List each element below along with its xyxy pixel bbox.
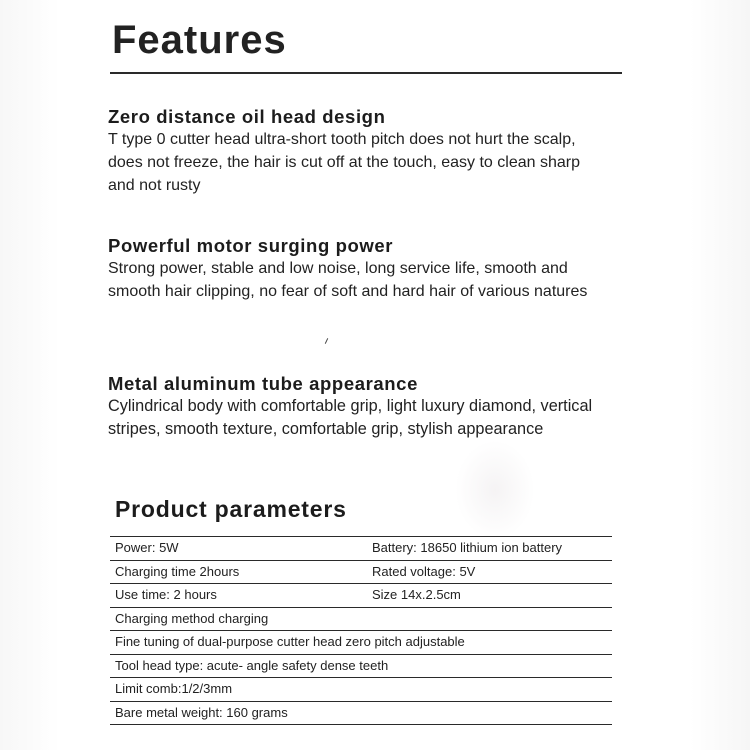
feature-heading: Powerful motor surging power xyxy=(108,235,394,256)
feature-text-line: does not freeze, the hair is cut off at the touch, easy to clean sharp xyxy=(108,154,580,171)
page-title: Features xyxy=(112,18,287,62)
parameter-row xyxy=(110,654,612,678)
parameter-row xyxy=(110,677,612,701)
background-watermark xyxy=(455,440,535,540)
feature-text-line: stripes, smooth texture, comfortable grip, stylish appearance xyxy=(108,420,544,438)
feature-section-motor xyxy=(108,235,648,303)
parameter-row xyxy=(110,560,612,584)
feature-text-line: Strong power, stable and low noise, long service life, smooth and xyxy=(108,260,568,277)
feature-text-line: smooth hair clipping, no fear of soft and hard hair of various natures xyxy=(108,283,588,300)
feature-section-oil-head xyxy=(108,106,648,197)
parameter-left-cell: Limit comb:1/2/3mm xyxy=(115,681,233,696)
feature-text-line: T type 0 cutter head ultra-short tooth pitch does not hurt the scalp, xyxy=(108,131,576,148)
feature-heading: Metal aluminum tube appearance xyxy=(108,373,418,394)
parameter-left-cell: Use time: 2 hours xyxy=(115,587,217,602)
parameter-row xyxy=(110,607,612,631)
parameter-left-cell: Power: 5W xyxy=(115,540,179,555)
parameter-left-cell: Charging method charging xyxy=(115,610,269,626)
parameter-row xyxy=(110,583,612,607)
parameter-right-cell: Rated voltage: 5V xyxy=(372,563,476,579)
parameter-row xyxy=(110,630,612,654)
title-divider xyxy=(110,72,622,74)
feature-section-appearance xyxy=(108,373,648,441)
parameter-left-cell: Fine tuning of dual-purpose cutter head zero pitch adjustable xyxy=(115,634,465,649)
parameter-left-cell: Charging time 2hours xyxy=(115,563,240,579)
parameter-right-cell: Battery: 18650 lithium ion battery xyxy=(372,540,563,555)
parameter-left-cell: Bare metal weight: 160 grams xyxy=(115,704,288,720)
parameter-right-cell: Size 14x.2.5cm xyxy=(372,587,461,602)
parameters-title: Product parameters xyxy=(115,496,347,522)
parameter-left-cell: Tool head type: acute- angle safety dense teeth xyxy=(115,657,389,673)
parameters-table xyxy=(110,536,612,725)
feature-text-line: Cylindrical body with comfortable grip, light luxury diamond, vertical xyxy=(108,397,593,415)
parameter-row xyxy=(110,536,612,560)
parameter-row xyxy=(110,701,612,726)
feature-heading: Zero distance oil head design xyxy=(108,106,386,127)
feature-text-line: and not rusty xyxy=(108,177,201,194)
